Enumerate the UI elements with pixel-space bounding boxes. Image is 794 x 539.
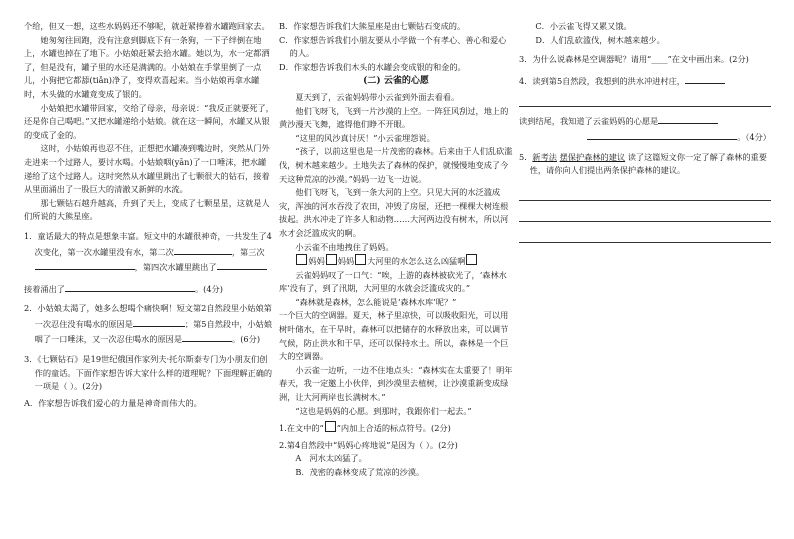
answer-blank[interactable]: [65, 281, 195, 292]
question-4: 4．读到第5自然段，我想到的洪水冲进村庄，: [519, 73, 771, 89]
story-paragraph: 小姑娘把水罐带回家，交给了母亲，母亲说：“我反正就要死了，还是你自己喝吧。”又把水罐递给小姑娘。就在这一瞬间，水罐又从银的变成了金的。: [24, 102, 274, 140]
story-paragraph: 这时，小姑娘再也忍不住，正想把水罐凑到嘴边时，突然从门外走进来一个过路人，要讨水喝。小姑娘咽(yān)了一口唾沫，把水罐递给了这个过路人。这时突然从水罐里跳出了七颗很大的钻石，接着从里面涌出了一股巨大的清澈又新鲜的水流。: [24, 143, 270, 195]
box-symbol: [325, 421, 336, 432]
option-a: A 河水太凶猛了。: [295, 453, 367, 464]
option-c: C．作家想告诉我们小朋友要从小学做一个有孝心、善心和爱心的人。: [279, 34, 507, 59]
answer-blank[interactable]: [95, 259, 135, 270]
answer-line[interactable]: [519, 232, 771, 243]
story-paragraph: 个给，但又一想，这些水妈妈还不够呢，就赶紧捧着水罐跑回家去。: [24, 21, 270, 31]
question-4-cont: 读到结尾，我知道了云雀妈妈的心愿是: [519, 113, 771, 129]
column-right: [519, 20, 771, 247]
answer-line[interactable]: [519, 96, 771, 107]
question-5: 5．新考法 摆保护森林的建议 读了这篇短文你一定了解了森林的重要性，请你向人们提出两条保护森林的建议。: [519, 151, 767, 176]
story-paragraph: 小云雀不由地拽住了妈妈。: [295, 241, 394, 252]
answer-blank[interactable]: [658, 113, 718, 124]
punctuation-box[interactable]: [296, 254, 307, 265]
story-paragraph: 他们飞呀飞，飞到一片沙漠的上空。一阵狂风刮过，地上的黄沙漫天飞舞，遮得他们睁不开眼。: [279, 105, 509, 130]
answer-blank[interactable]: [133, 316, 185, 327]
question-1: 1.在文中的“ ”内加上合适的标点符号。(2分): [279, 423, 451, 434]
punctuation-box[interactable]: [466, 254, 477, 265]
option-c: C．小云雀飞得又累又饿。: [535, 21, 632, 31]
story-paragraph: 小云雀一边听，一边不住地点头：“森林实在太重要了！明年春天，我一定邀上小伙伴，到沙漠里去植树，让沙漠重新变成绿洲，让大河两岸也长满树木。”: [279, 364, 513, 403]
story-paragraph: “森林就是森林，怎么能说是‘森林水库’呢？”: [295, 296, 457, 307]
answer-blank[interactable]: [182, 331, 232, 342]
answer-line[interactable]: [519, 190, 771, 201]
option-a: A．作家想告诉我们爱心的力量是神奇而伟大的。: [24, 397, 202, 408]
answer-blank[interactable]: [587, 129, 737, 140]
answer-blank[interactable]: [685, 73, 725, 84]
question-2: 2．小姑娘太渴了，她多么想喝个痛快啊！短文第2自然段里小姑娘第一次忍住没有喝水的原因是 ；第5自然段中，小姑娘咽了一口唾沫，又一次忍住喝水的原因是 。(6分): [24, 303, 273, 345]
option-d: D．作家想告诉我们木头的水罐会变成银的和金的。: [279, 61, 466, 72]
answer-blank[interactable]: [174, 244, 232, 255]
question-3: 3．为什么说森林是空调器呢？请用“____”在文中画出来。(2分): [519, 54, 749, 65]
story-paragraph: 云雀妈妈叹了一口气：“唉，上游的森林被砍光了，‘森林水库’没有了，到了汛期，大河里的水就会泛滥成灾的。”: [279, 269, 507, 294]
story-paragraph: “这里的风沙真讨厌！”小云雀埋怨说。: [295, 132, 435, 143]
option-b: B．作家想告诉我们大熊星座是由七颗钻石变成的。: [279, 21, 466, 31]
answer-line[interactable]: [519, 211, 771, 222]
question-1-cont: 接着涌出了 。(4分): [24, 281, 274, 297]
question-1: 1．童话最大的特点是想象丰富。短文中的水罐很神奇，一共发生了4次变化，第一次水罐里没有水，第二次 ，第三次，第四次水罐里跳出了: [24, 230, 272, 273]
column-left: [24, 20, 274, 410]
question-2: 2.第4自然段中“妈妈心疼地说”是因为（ ）。(2分): [279, 439, 458, 450]
section-title: (二) 云雀的心愿: [363, 76, 429, 87]
question-3: 3．《七颗钻石》是19世纪俄国作家列夫·托尔斯泰专门为小朋友们创作的童话。下面作家想告诉大家什么样的道理呢？下面理解正确的一项是（ ）。(2分): [24, 354, 273, 392]
punctuation-box[interactable]: [355, 254, 366, 265]
answer-blank[interactable]: [217, 259, 267, 270]
answer-blank[interactable]: [35, 259, 95, 270]
option-b: B．茂密的森林变成了荒凉的沙漠。: [295, 467, 425, 477]
question-4-score: 。（4分）: [519, 129, 771, 145]
story-paragraph: 他们飞呀飞，飞到一条大河的上空。只见大河的水泛滥成灾，浑浊的河水吞没了农田，冲毁了房屋，还把一棵棵大树连根拔起。洪水冲走了许多人和动物……大河两边没有树木，所以河水才会泛滥成灾的啊。: [279, 187, 509, 238]
story-paragraph: “孩子，以前这里也是一片茂密的森林。后来由于人们乱砍滥伐，树木越来越少。土地失去了森林的保护，就慢慢地变成了今天这种荒凉的沙漠。”妈妈一边飞一边说。: [279, 146, 513, 184]
option-d: D．人们乱砍滥伐，树木越来越少。: [535, 34, 665, 45]
story-paragraph: 她匆匆往回跑，没有注意到脚底下有一条狗，一下子绊倒在地上，水罐也掉在了地下。小姑娘赶紧去拾水罐。她以为，水一定都洒了，但是没有，罐子里的水还是满满的。小姑娘在手掌里倒了一点儿，小狗把它都舔(tiǎn)净了，变得欢喜起来。当小姑娘再拿水罐时，木头做的水罐竟变成了银的。: [24, 34, 270, 99]
column-middle: [279, 20, 513, 480]
story-paragraph: “这也是妈妈的心愿。到那时，我跟你们一起去。”: [295, 405, 472, 416]
story-paragraph: 一个巨大的空调器。夏天，林子里凉快，可以吸收阳光，可以用树叶储水，在干旱时，森林可以把储存的水释放出来，可以调节气候，防止洪水和干旱，还可以保持水土。所以，森林是一个巨大的空调器。: [279, 310, 509, 362]
story-paragraph: 那七颗钻石越升越高，升到了天上，变成了七颗星星，这就是人们所说的大熊星座。: [24, 197, 270, 222]
punctuation-box[interactable]: [326, 254, 337, 265]
story-paragraph: 夏天到了，云雀妈妈带小云雀到外面去看看。: [295, 91, 460, 102]
punctuation-fill-line: 妈妈 妈妈 大河里的水怎么这么凶猛啊: [279, 254, 513, 269]
